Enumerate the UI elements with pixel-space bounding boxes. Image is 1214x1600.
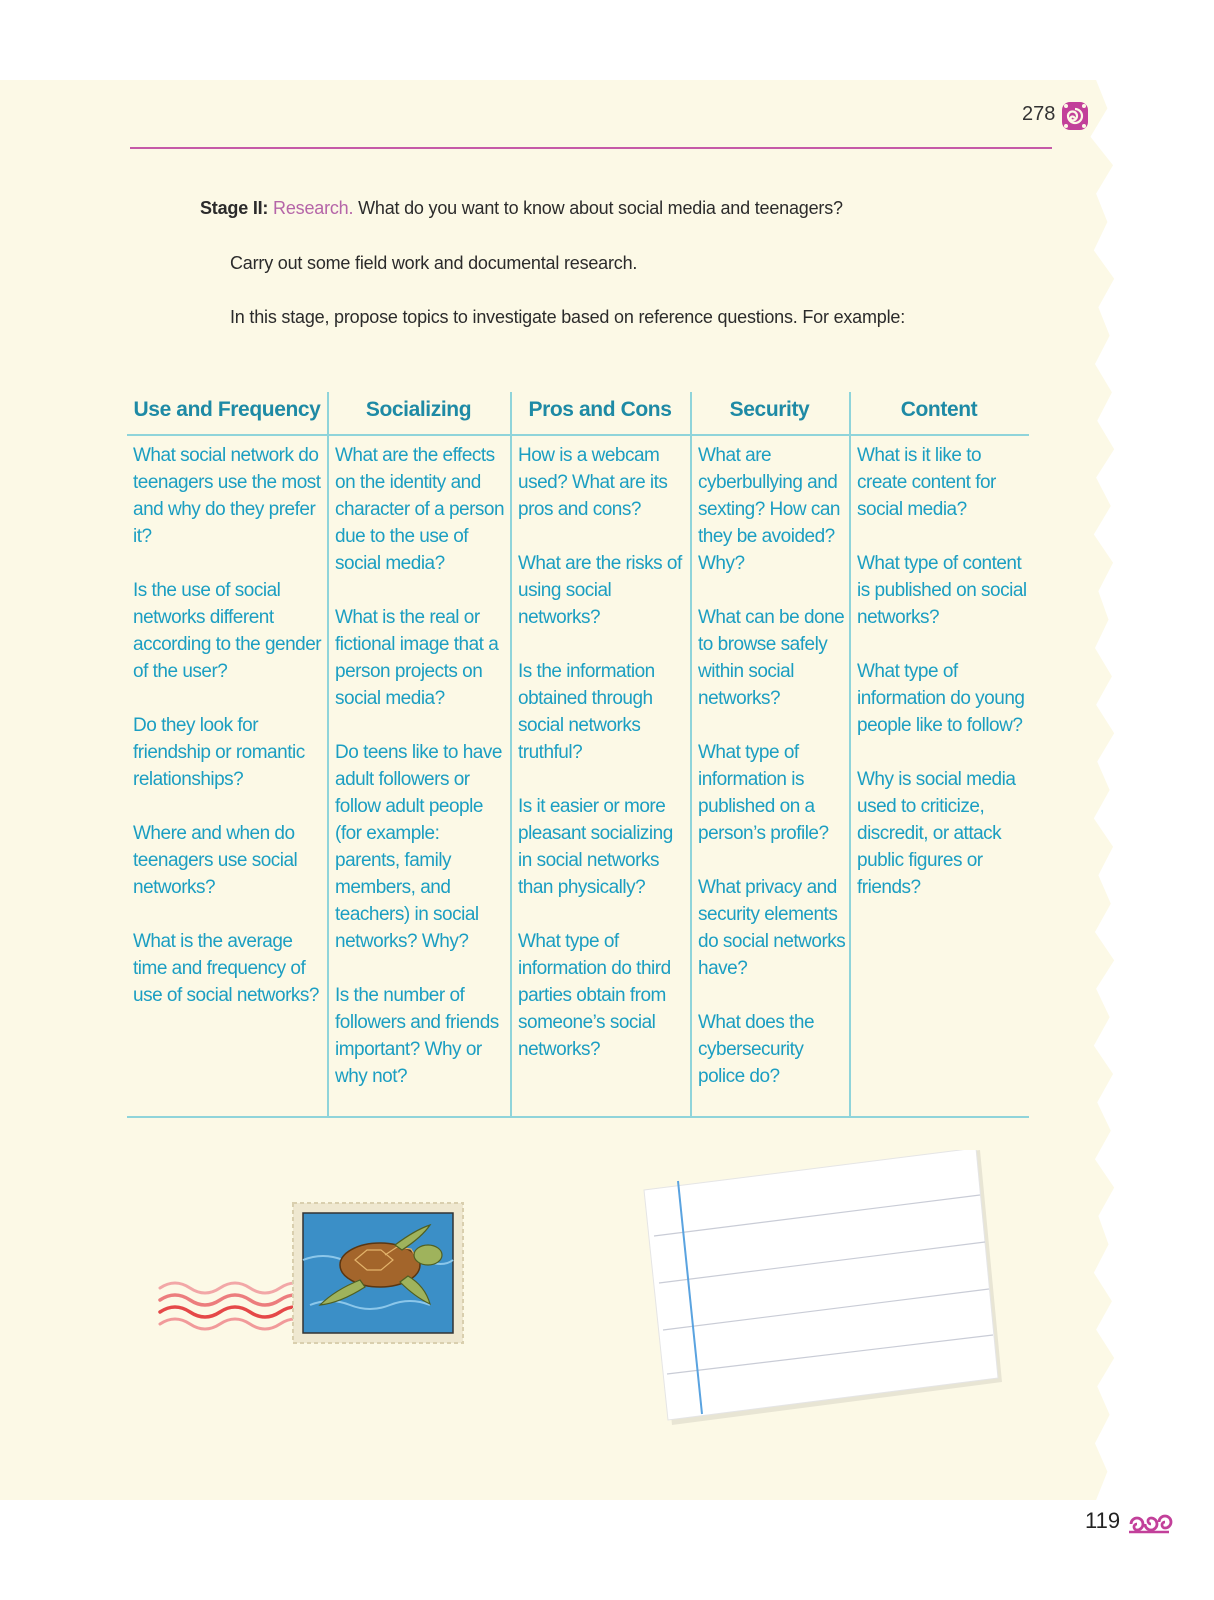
- question: What is the real or fictional image that a person projects on social media?: [335, 607, 499, 709]
- question: Do they look for friendship or romantic relationships?: [133, 715, 305, 790]
- header-rule: [130, 147, 1052, 149]
- question: Is it easier or more pleasant socializing in social networks than physically?: [518, 796, 673, 898]
- question: What are the risks of using social networks?: [518, 553, 682, 628]
- stage-label: Stage II:: [200, 198, 269, 218]
- turtle-stamp-illustration: [130, 1200, 475, 1360]
- table-bottom-rule: [127, 1116, 1029, 1118]
- instruction-line-2: In this stage, propose topics to investigate based on reference questions. For example:: [230, 307, 906, 327]
- column-pros-cons: [510, 392, 690, 1116]
- question: What privacy and security elements do social networks have?: [698, 877, 846, 979]
- column-security: [690, 392, 849, 1116]
- column-title: Pros and Cons: [528, 398, 672, 421]
- bottom-page-number: 119: [1085, 1508, 1121, 1533]
- question: What are the effects on the identity and character of a person due to the use of social media?: [335, 445, 505, 574]
- question: What type of information do third parties obtain from someone’s social networks?: [518, 931, 671, 1060]
- question: What is the average time and frequency of use of social networks?: [133, 931, 319, 1006]
- column-title: Security: [729, 398, 810, 421]
- question: What type of information do young people like to follow?: [857, 661, 1025, 736]
- column-socializing: [327, 392, 510, 1116]
- column-use-frequency: [127, 392, 327, 1116]
- question: What type of content is published on social networks?: [857, 553, 1027, 628]
- column-divider: [327, 392, 329, 1116]
- stage-question: What do you want to know about social media and teenagers?: [358, 198, 843, 218]
- question: How is a webcam used? What are its pros and cons?: [518, 445, 668, 520]
- topics-table: [127, 392, 1029, 1118]
- question: Is the use of social networks different according to the gender of the user?: [133, 580, 322, 682]
- column-title: Content: [900, 398, 978, 421]
- column-title: Use and Frequency: [133, 398, 321, 421]
- question: Where and when do teenagers use social networks?: [133, 823, 298, 898]
- question: What are cyberbullying and sexting? How can they be avoided? Why?: [698, 445, 840, 574]
- swirl-ornament-icon: [1125, 1510, 1173, 1536]
- question: Is the number of followers and friends important? Why or why not?: [335, 985, 499, 1087]
- question: What does the cybersecurity police do?: [698, 1012, 815, 1087]
- spiral-glyph-icon: [1060, 100, 1090, 132]
- question: What social network do teenagers use the most and why do they prefer it?: [133, 445, 321, 547]
- research-word: Research.: [273, 198, 354, 218]
- column-divider: [690, 392, 692, 1116]
- question: Why is social media used to criticize, discredit, or attack public figures or friends?: [857, 769, 1016, 898]
- lined-note-card: [640, 1150, 1010, 1440]
- top-page-number: 278: [1022, 103, 1056, 125]
- question: What type of information is published on a person’s profile?: [698, 742, 829, 844]
- column-divider: [510, 392, 512, 1116]
- postmark-waves: [160, 1283, 310, 1329]
- question: What can be done to browse safely within social networks?: [698, 607, 845, 709]
- question: Do teens like to have adult followers or follow adult people (for example: parents, family members, and teachers) in social networks? Why?: [335, 742, 502, 952]
- column-title: Socializing: [365, 398, 472, 421]
- stage-intro: [200, 198, 843, 219]
- column-divider: [849, 392, 851, 1116]
- question: Is the information obtained through social networks truthful?: [518, 661, 655, 763]
- column-content: [849, 392, 1029, 1116]
- question: What is it like to create content for social media?: [857, 445, 996, 520]
- instruction-line-1: Carry out some field work and documental research.: [230, 253, 638, 273]
